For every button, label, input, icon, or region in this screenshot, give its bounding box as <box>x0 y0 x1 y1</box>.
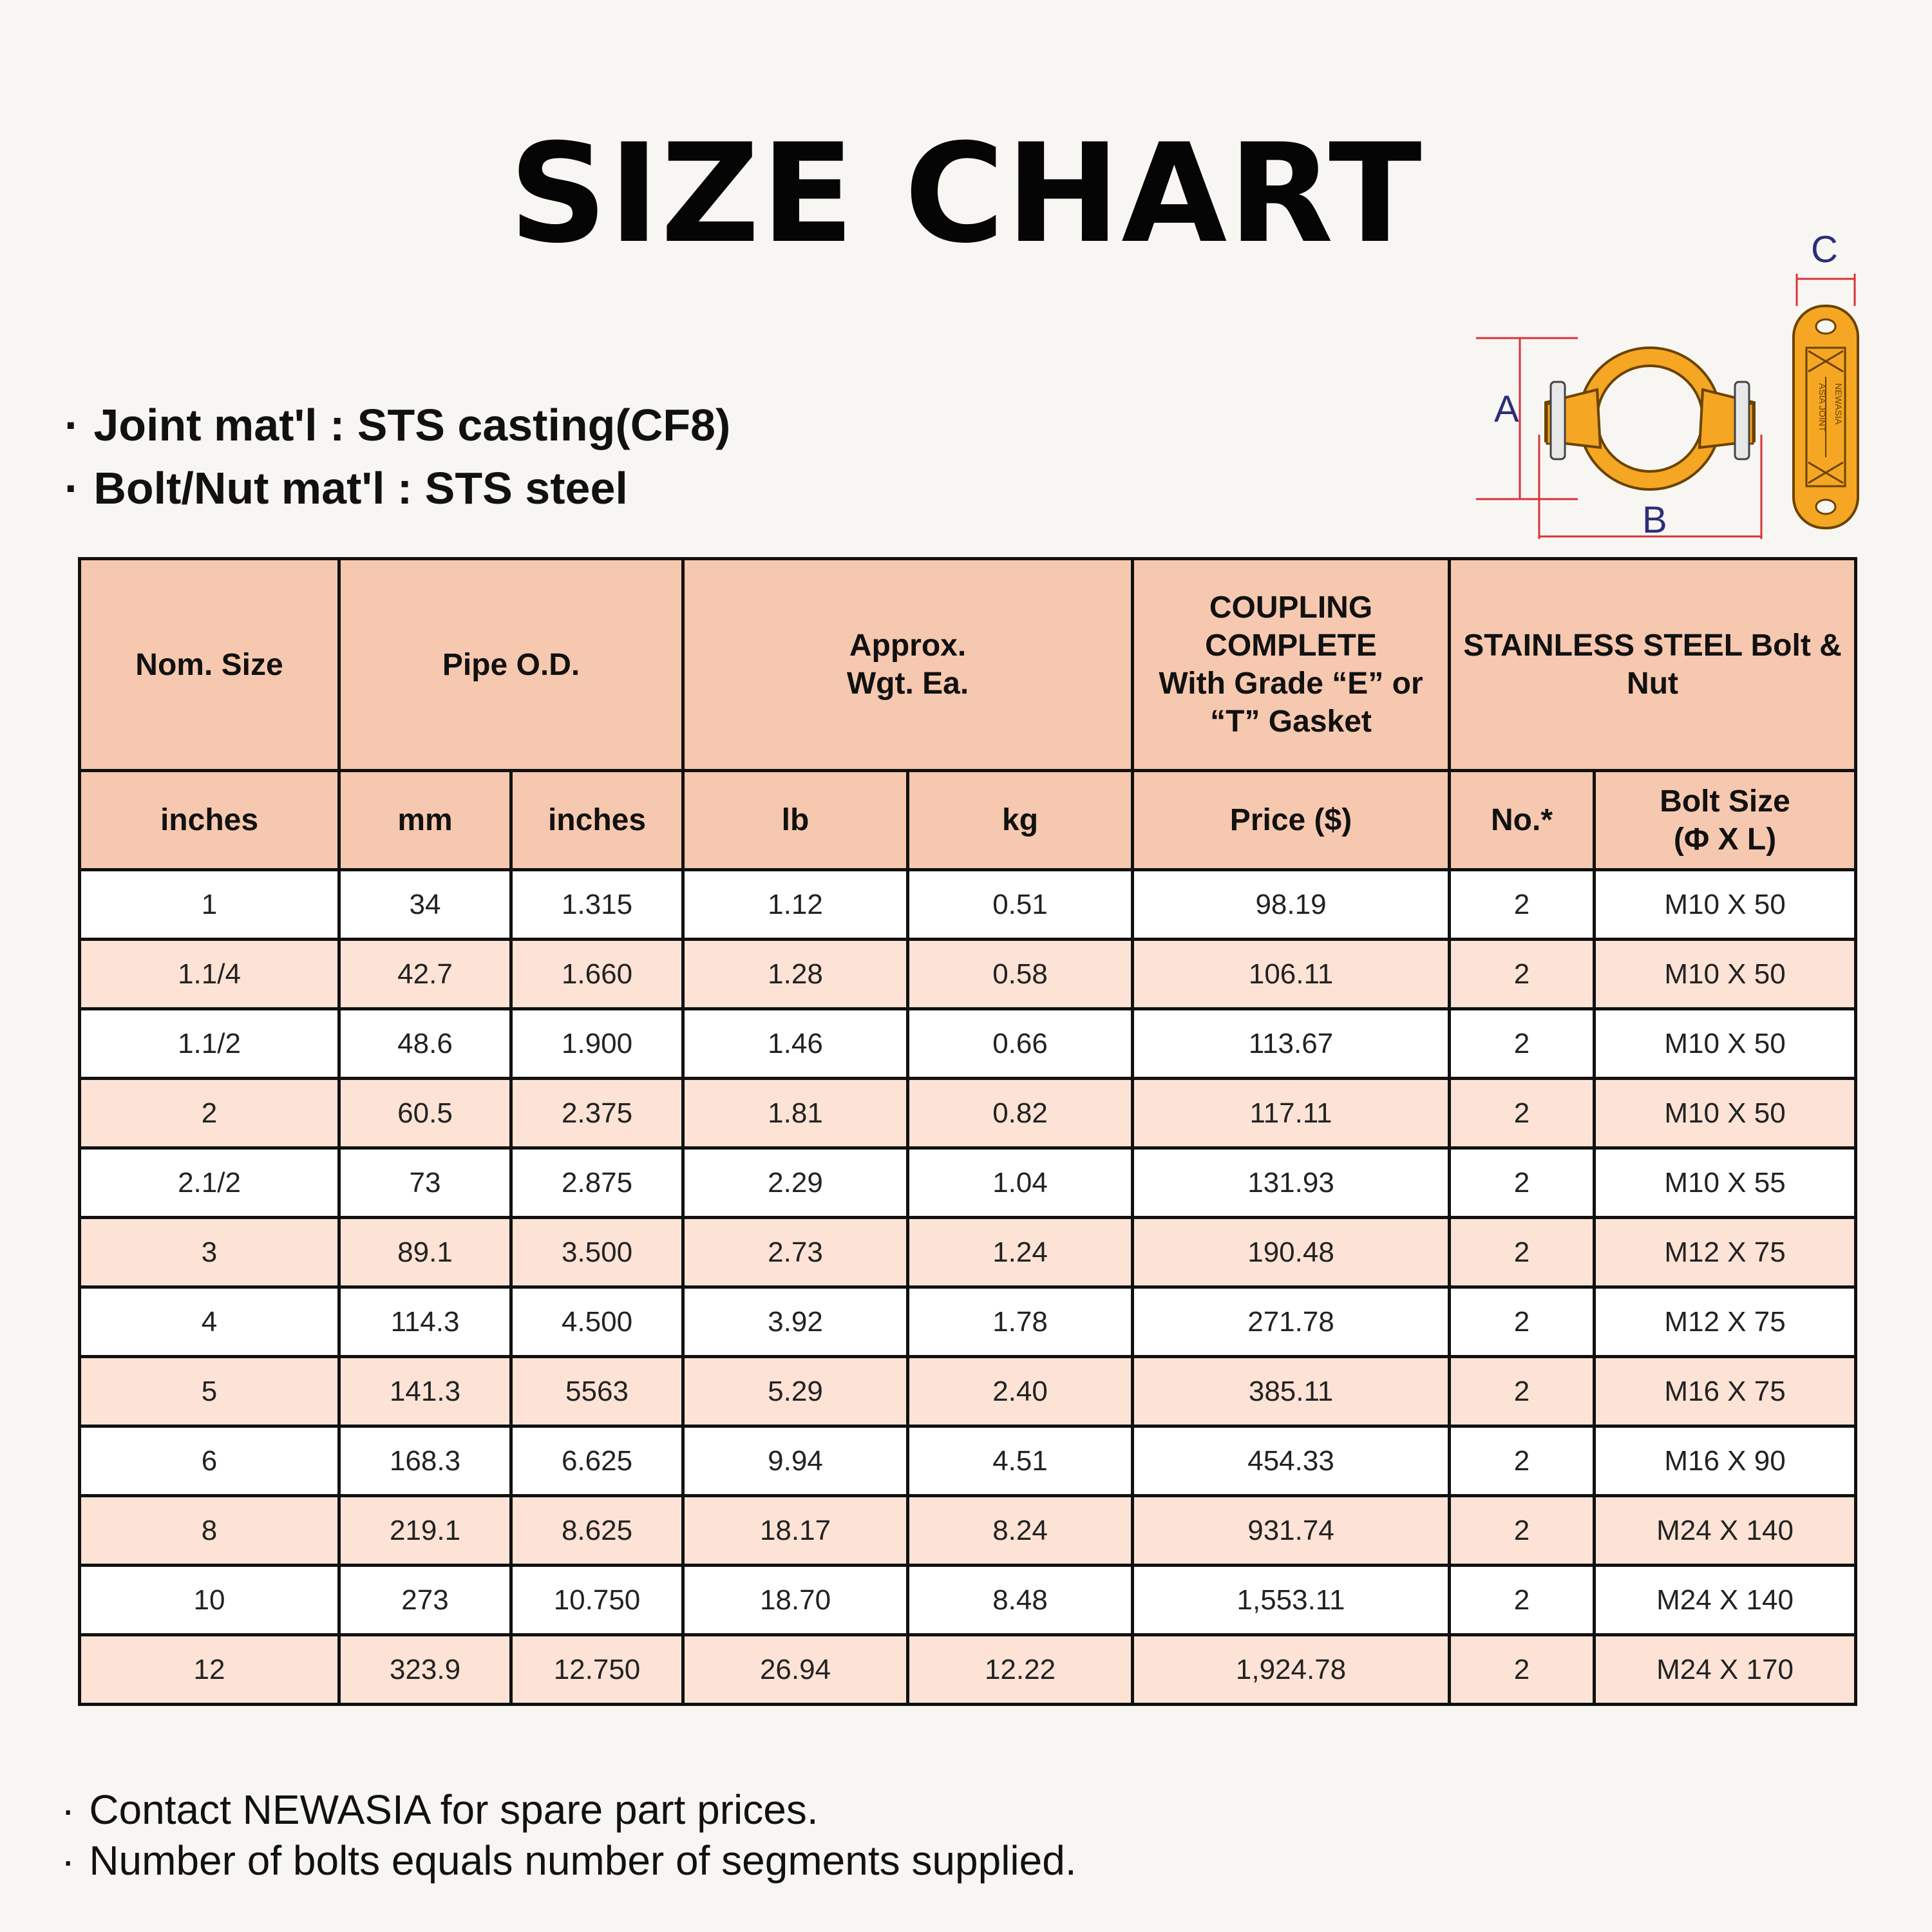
table-row <box>80 1287 1856 1357</box>
cell-od-inches: 10.750 <box>511 1566 683 1635</box>
cell-od-mm: 323.9 <box>339 1635 511 1705</box>
table-row <box>80 1566 1856 1635</box>
bolt-material-spec <box>64 463 628 513</box>
cell-price: 1,553.11 <box>1133 1566 1450 1635</box>
group-header-row <box>80 559 1856 771</box>
cell-nom-size: 4 <box>80 1287 339 1357</box>
cell-nom-size: 12 <box>80 1635 339 1705</box>
cell-od-inches: 8.625 <box>511 1496 683 1566</box>
note-bolt-count-text: Number of bolts equals number of segments supplied. <box>89 1837 1077 1884</box>
table-row <box>80 870 1856 940</box>
cell-weight-lb: 2.73 <box>683 1218 908 1287</box>
cell-bolt-size: M16 X 90 <box>1595 1426 1856 1496</box>
subheader-mm: mm <box>339 771 511 870</box>
cell-od-mm: 141.3 <box>339 1357 511 1426</box>
cell-price: 113.67 <box>1133 1009 1450 1079</box>
cell-od-inches: 4.500 <box>511 1287 683 1357</box>
cell-nom-size: 2.1/2 <box>80 1148 339 1218</box>
side-text-1: ASIA JOINT <box>1817 383 1828 432</box>
cell-weight-kg: 1.04 <box>908 1148 1133 1218</box>
cell-price: 931.74 <box>1133 1496 1450 1566</box>
cell-weight-lb: 1.81 <box>683 1079 908 1148</box>
cell-od-inches: 2.375 <box>511 1079 683 1148</box>
note-spare-parts <box>61 1786 819 1833</box>
subheader-kg: kg <box>908 771 1133 870</box>
cell-od-mm: 168.3 <box>339 1426 511 1496</box>
page-title: SIZE CHART <box>509 114 1423 273</box>
cell-od-mm: 114.3 <box>339 1287 511 1357</box>
cell-weight-kg: 0.66 <box>908 1009 1133 1079</box>
note-spare-parts-text: Contact NEWASIA for spare part prices. <box>89 1786 819 1833</box>
cell-bolt-count: 2 <box>1450 1357 1595 1426</box>
cell-price: 190.48 <box>1133 1218 1450 1287</box>
joint-material-text: Joint mat'l : STS casting(CF8) <box>93 400 731 450</box>
cell-weight-lb: 3.92 <box>683 1287 908 1357</box>
cell-od-inches: 6.625 <box>511 1426 683 1496</box>
cell-price: 1,924.78 <box>1133 1635 1450 1705</box>
cell-bolt-count: 2 <box>1450 1287 1595 1357</box>
cell-bolt-size: M24 X 140 <box>1595 1496 1856 1566</box>
cell-nom-size: 3 <box>80 1218 339 1287</box>
cell-nom-size: 8 <box>80 1496 339 1566</box>
cell-od-mm: 42.7 <box>339 940 511 1009</box>
cell-nom-size: 10 <box>80 1566 339 1635</box>
cell-weight-kg: 0.82 <box>908 1079 1133 1148</box>
table-row <box>80 1357 1856 1426</box>
cell-weight-lb: 1.46 <box>683 1009 908 1079</box>
cell-weight-lb: 26.94 <box>683 1635 908 1705</box>
cell-od-inches: 12.750 <box>511 1635 683 1705</box>
cell-weight-lb: 18.17 <box>683 1496 908 1566</box>
bullet: · <box>64 463 80 513</box>
header-bolt-nut-text: STAINLESS STEEL Bolt & Nut <box>1463 629 1842 701</box>
sub-header-row <box>80 771 1856 870</box>
bullet: · <box>61 1786 75 1833</box>
cell-weight-kg: 1.24 <box>908 1218 1133 1287</box>
cell-bolt-count: 2 <box>1450 1009 1595 1079</box>
cell-bolt-size: M10 X 50 <box>1595 870 1856 940</box>
dimension-label-b: B <box>1642 499 1667 541</box>
cell-bolt-count: 2 <box>1450 1496 1595 1566</box>
cell-nom-size: 6 <box>80 1426 339 1496</box>
cell-bolt-size: M10 X 55 <box>1595 1148 1856 1218</box>
cell-bolt-count: 2 <box>1450 940 1595 1009</box>
header-pipe-od: Pipe O.D. <box>339 559 683 771</box>
cell-nom-size: 5 <box>80 1357 339 1426</box>
cell-bolt-count: 2 <box>1450 1148 1595 1218</box>
header-coupling-text: COUPLING COMPLETE With Grade “E” or “T” Gasket <box>1159 591 1423 739</box>
cell-weight-kg: 4.51 <box>908 1426 1133 1496</box>
cell-price: 131.93 <box>1133 1148 1450 1218</box>
cell-weight-lb: 9.94 <box>683 1426 908 1496</box>
header-nom-size: Nom. Size <box>80 559 339 771</box>
cell-nom-size: 1.1/4 <box>80 940 339 1009</box>
table-row <box>80 1009 1856 1079</box>
cell-od-inches: 2.875 <box>511 1148 683 1218</box>
table-row <box>80 1218 1856 1287</box>
cell-weight-kg: 8.24 <box>908 1496 1133 1566</box>
cell-nom-size: 2 <box>80 1079 339 1148</box>
cell-bolt-size: M12 X 75 <box>1595 1287 1856 1357</box>
subheader-price: Price ($) <box>1133 771 1450 870</box>
cell-bolt-size: M24 X 170 <box>1595 1635 1856 1705</box>
cell-od-inches: 1.315 <box>511 870 683 940</box>
subheader-bolt-size-text: Bolt Size (Φ X L) <box>1660 784 1790 857</box>
cell-price: 385.11 <box>1133 1357 1450 1426</box>
cell-bolt-count: 2 <box>1450 1079 1595 1148</box>
table-body <box>80 870 1856 1705</box>
cell-weight-lb: 2.29 <box>683 1148 908 1218</box>
table-row <box>80 1079 1856 1148</box>
cell-od-mm: 48.6 <box>339 1009 511 1079</box>
cell-bolt-size: M10 X 50 <box>1595 1079 1856 1148</box>
cell-od-mm: 219.1 <box>339 1496 511 1566</box>
cell-od-mm: 89.1 <box>339 1218 511 1287</box>
cell-price: 98.19 <box>1133 870 1450 940</box>
bolt-material-text: Bolt/Nut mat'l : STS steel <box>93 463 628 513</box>
cell-weight-kg: 0.51 <box>908 870 1133 940</box>
dimension-label-c: C <box>1811 229 1838 270</box>
bullet: · <box>61 1837 75 1884</box>
cell-bolt-count: 2 <box>1450 1218 1595 1287</box>
cell-weight-kg: 8.48 <box>908 1566 1133 1635</box>
cell-weight-lb: 18.70 <box>683 1566 908 1635</box>
cell-weight-kg: 0.58 <box>908 940 1133 1009</box>
table-row <box>80 1635 1856 1705</box>
cell-price: 117.11 <box>1133 1079 1450 1148</box>
cell-bolt-count: 2 <box>1450 1566 1595 1635</box>
cell-bolt-size: M16 X 75 <box>1595 1357 1856 1426</box>
size-chart-table <box>78 557 1857 1706</box>
cell-weight-lb: 1.12 <box>683 870 908 940</box>
cell-bolt-count: 2 <box>1450 1426 1595 1496</box>
cell-od-mm: 60.5 <box>339 1079 511 1148</box>
note-bolt-count <box>61 1837 1077 1884</box>
subheader-inches: inches <box>80 771 339 870</box>
cell-bolt-size: M12 X 75 <box>1595 1218 1856 1287</box>
cell-weight-kg: 2.40 <box>908 1357 1133 1426</box>
cell-od-mm: 34 <box>339 870 511 940</box>
cell-bolt-count: 2 <box>1450 870 1595 940</box>
cell-weight-lb: 5.29 <box>683 1357 908 1426</box>
cell-od-mm: 273 <box>339 1566 511 1635</box>
cell-bolt-size: M10 X 50 <box>1595 1009 1856 1079</box>
cell-od-mm: 73 <box>339 1148 511 1218</box>
cell-price: 106.11 <box>1133 940 1450 1009</box>
cell-od-inches: 1.660 <box>511 940 683 1009</box>
cell-od-inches: 5563 <box>511 1357 683 1426</box>
subheader-bolt-size <box>1595 771 1856 870</box>
dimension-label-a: A <box>1494 388 1519 430</box>
table-row <box>80 1148 1856 1218</box>
coupling-side-view <box>1794 229 1858 528</box>
cell-od-inches: 1.900 <box>511 1009 683 1079</box>
bullet: · <box>64 400 80 450</box>
table-row <box>80 1426 1856 1496</box>
cell-weight-kg: 1.78 <box>908 1287 1133 1357</box>
header-weight <box>683 559 1133 771</box>
cell-weight-lb: 1.28 <box>683 940 908 1009</box>
cell-od-inches: 3.500 <box>511 1218 683 1287</box>
cell-price: 454.33 <box>1133 1426 1450 1496</box>
cell-weight-kg: 12.22 <box>908 1635 1133 1705</box>
coupling-front-view <box>1476 338 1761 541</box>
header-weight-text: Approx. Wgt. Ea. <box>846 629 969 701</box>
table-row <box>80 1496 1856 1566</box>
coupling-diagram <box>1475 229 1880 551</box>
side-text-2: NEWASIA <box>1833 383 1844 425</box>
header-coupling <box>1133 559 1450 771</box>
joint-material-spec <box>64 402 730 448</box>
subheader-lb: lb <box>683 771 908 870</box>
cell-price: 271.78 <box>1133 1287 1450 1357</box>
cell-nom-size: 1.1/2 <box>80 1009 339 1079</box>
table-row <box>80 940 1856 1009</box>
subheader-od-inches: inches <box>511 771 683 870</box>
cell-nom-size: 1 <box>80 870 339 940</box>
cell-bolt-size: M24 X 140 <box>1595 1566 1856 1635</box>
header-bolt-nut <box>1450 559 1856 771</box>
subheader-no: No.* <box>1450 771 1595 870</box>
cell-bolt-count: 2 <box>1450 1635 1595 1705</box>
cell-bolt-size: M10 X 50 <box>1595 940 1856 1009</box>
